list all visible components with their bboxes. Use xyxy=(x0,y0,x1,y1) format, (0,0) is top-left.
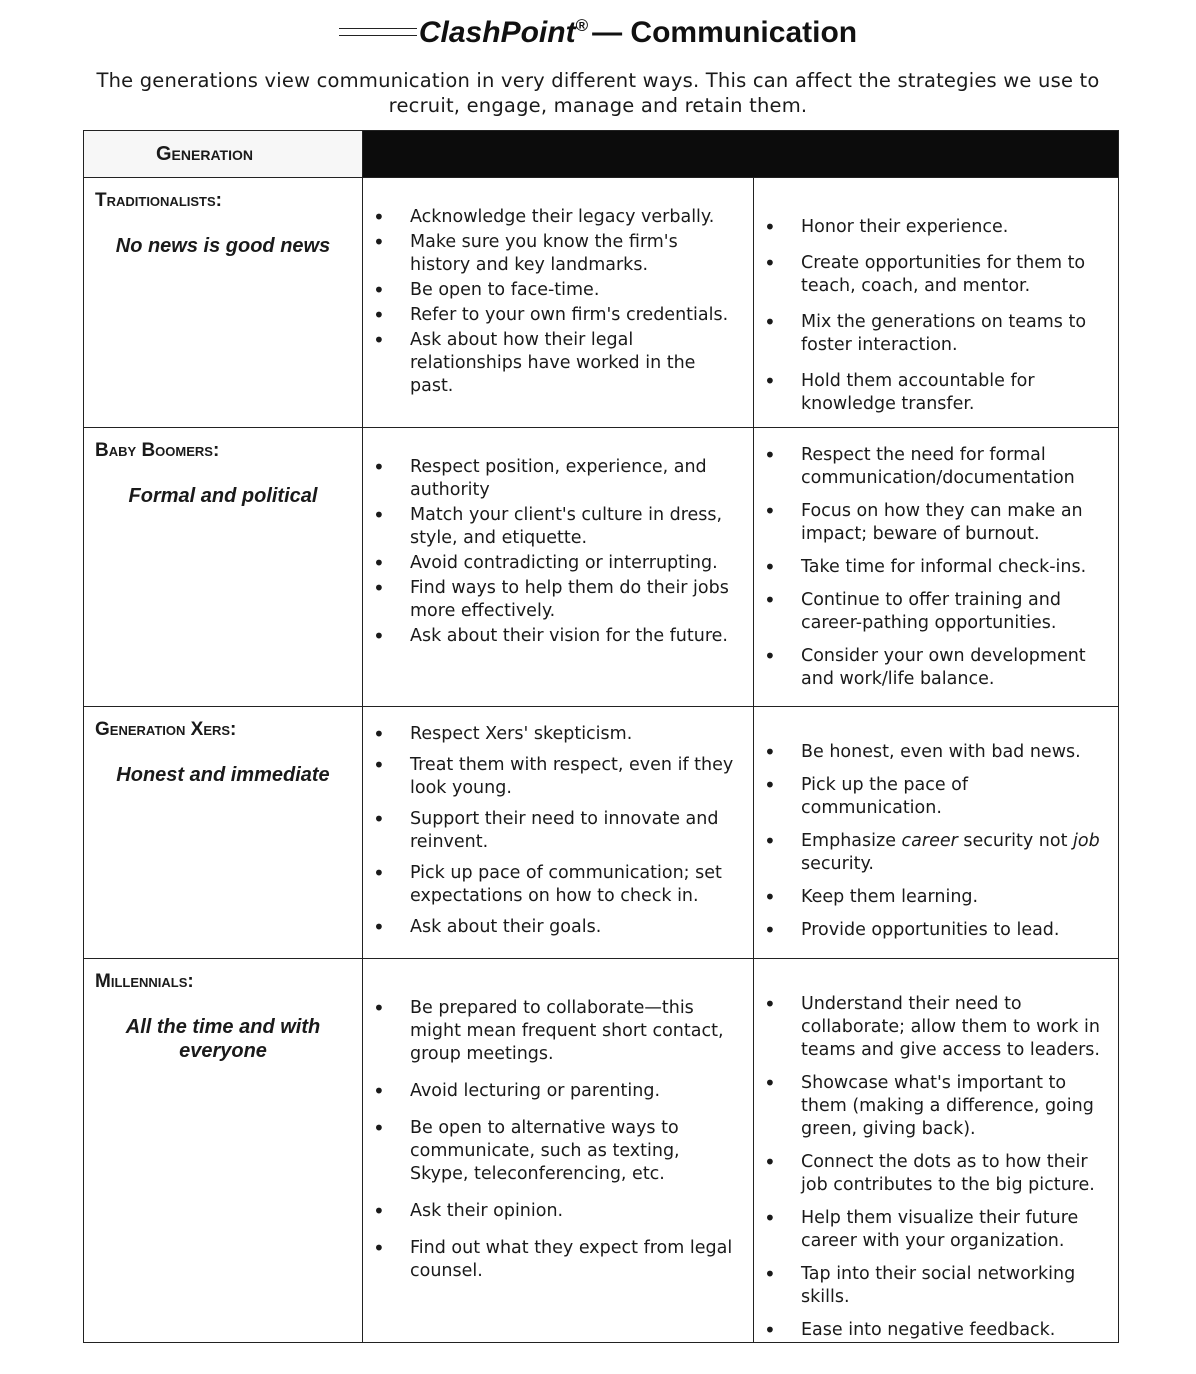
list-item: • Ask about their goals. xyxy=(363,916,743,939)
list-item xyxy=(754,830,1108,876)
list-item: • Ask about how their legal relationships have worked in the past. xyxy=(363,329,743,398)
generation-cell xyxy=(84,428,363,707)
retention-strategies-cell xyxy=(754,959,1119,1343)
bullet-list xyxy=(754,707,1118,942)
retention-strategies-cell xyxy=(754,178,1119,428)
list-item: • Consider your own development and work/life balance. xyxy=(754,645,1108,691)
generation-name: Traditionalists: xyxy=(95,190,222,211)
list-item: • Honor their experience. xyxy=(754,216,1108,239)
list-item: • Avoid contradicting or interrupting. xyxy=(363,552,743,575)
generation-cell xyxy=(84,959,363,1343)
list-item: • Refer to your own firm's credentials. xyxy=(363,304,743,327)
generation-motto: No news is good news xyxy=(115,235,331,257)
generation-name: Baby Boomers: xyxy=(95,440,220,461)
list-item: • Mix the generations on teams to foster interaction. xyxy=(754,311,1108,357)
list-item: • Find ways to help them do their jobs more effectively. xyxy=(363,577,743,623)
list-item: • Match your client's culture in dress, style, and etiquette. xyxy=(363,504,743,550)
list-item: • Be open to face-time. xyxy=(363,279,743,302)
generation-motto: Formal and political xyxy=(128,485,318,507)
generation-row xyxy=(84,707,1119,959)
list-item: • Avoid lecturing or parenting. xyxy=(363,1080,743,1103)
list-item: • Create opportunities for them to teach, coach, and mentor. xyxy=(754,252,1108,298)
double-rule-icon xyxy=(339,28,417,36)
list-item: • Take time for informal check-ins. xyxy=(754,556,1108,579)
list-item: • Be prepared to collaborate—this might mean frequent short contact, group meetings. xyxy=(363,997,743,1066)
list-item-text: Emphasize xyxy=(801,831,902,851)
list-item-text: security not xyxy=(957,831,1074,851)
bullet-list xyxy=(754,428,1118,691)
retention-strategies-cell xyxy=(754,428,1119,707)
list-item: • Help them visualize their future career with your organization. xyxy=(754,1207,1108,1253)
bullet-list xyxy=(363,707,753,939)
list-item: • Pick up pace of communication; set expectations on how to check in. xyxy=(363,862,743,908)
list-item: • Ask their opinion. xyxy=(363,1200,743,1223)
engagement-strategies-cell xyxy=(363,428,754,707)
retention-strategies-cell xyxy=(754,707,1119,959)
list-item: • Ease into negative feedback. xyxy=(754,1319,1108,1342)
list-item: • Acknowledge their legacy verbally. xyxy=(363,206,743,229)
list-item-text: security. xyxy=(801,854,874,874)
generation-row xyxy=(84,959,1119,1343)
list-item-text: career xyxy=(901,831,958,851)
engagement-strategies-cell xyxy=(363,959,754,1343)
generation-motto: All the time and with everyone xyxy=(125,1016,321,1062)
list-item: • Hold them accountable for knowledge transfer. xyxy=(754,370,1108,416)
list-item: • Treat them with respect, even if they look young. xyxy=(363,754,743,800)
list-item: • Make sure you know the firm's history and key landmarks. xyxy=(363,231,743,277)
engagement-strategies-cell xyxy=(363,178,754,428)
bullet-list xyxy=(363,428,753,648)
generation-name: Generation Xers: xyxy=(95,719,237,740)
communication-table xyxy=(83,130,1119,1343)
list-item: • Focus on how they can make an impact; beware of burnout. xyxy=(754,500,1108,546)
bullet-list xyxy=(363,959,753,1283)
bullet-list xyxy=(754,959,1118,1342)
list-item: • Connect the dots as to how their job contributes to the big picture. xyxy=(754,1151,1108,1197)
list-item: • Respect the need for formal communication/documentation xyxy=(754,444,1108,490)
bullet-list xyxy=(754,178,1118,416)
list-item: • Be honest, even with bad news. xyxy=(754,741,1108,764)
intro-text: The generations view communication in very different ways. This can affect the strategies we use to recruit, engage, manage and retain them. xyxy=(96,69,1100,117)
list-item: • Respect position, experience, and authority xyxy=(363,456,743,502)
list-item: • Be open to alternative ways to communicate, such as texting, Skype, teleconferencing, etc. xyxy=(363,1117,743,1186)
generation-row xyxy=(84,178,1119,428)
list-item: • Keep them learning. xyxy=(754,886,1108,909)
generation-name: Millennials: xyxy=(95,971,194,992)
engagement-strategies-cell xyxy=(363,707,754,959)
list-item: • Understand their need to collaborate; allow them to work in teams and give access to leaders. xyxy=(754,993,1108,1062)
generation-motto: Honest and immediate xyxy=(116,764,330,786)
page-title: ClashPoint® — Communication xyxy=(0,16,1196,50)
generation-cell xyxy=(84,707,363,959)
generation-cell xyxy=(84,178,363,428)
generation-row xyxy=(84,428,1119,707)
list-item-text: job xyxy=(1073,831,1100,851)
list-item: • Showcase what's important to them (making a difference, going green, giving back). xyxy=(754,1072,1108,1141)
list-item: • Continue to offer training and career-pathing opportunities. xyxy=(754,589,1108,635)
list-item: • Tap into their social networking skills. xyxy=(754,1263,1108,1309)
bullet-list xyxy=(363,178,753,398)
header-dark-band xyxy=(363,131,1119,178)
list-item: • Provide opportunities to lead. xyxy=(754,919,1108,942)
list-item: • Ask about their vision for the future. xyxy=(363,625,743,648)
list-item: • Pick up the pace of communication. xyxy=(754,774,1108,820)
list-item: • Find out what they expect from legal counsel. xyxy=(363,1237,743,1283)
list-item: • Support their need to innovate and reinvent. xyxy=(363,808,743,854)
header-generation: Generation xyxy=(84,131,363,178)
list-item: • Respect Xers' skepticism. xyxy=(363,723,743,746)
